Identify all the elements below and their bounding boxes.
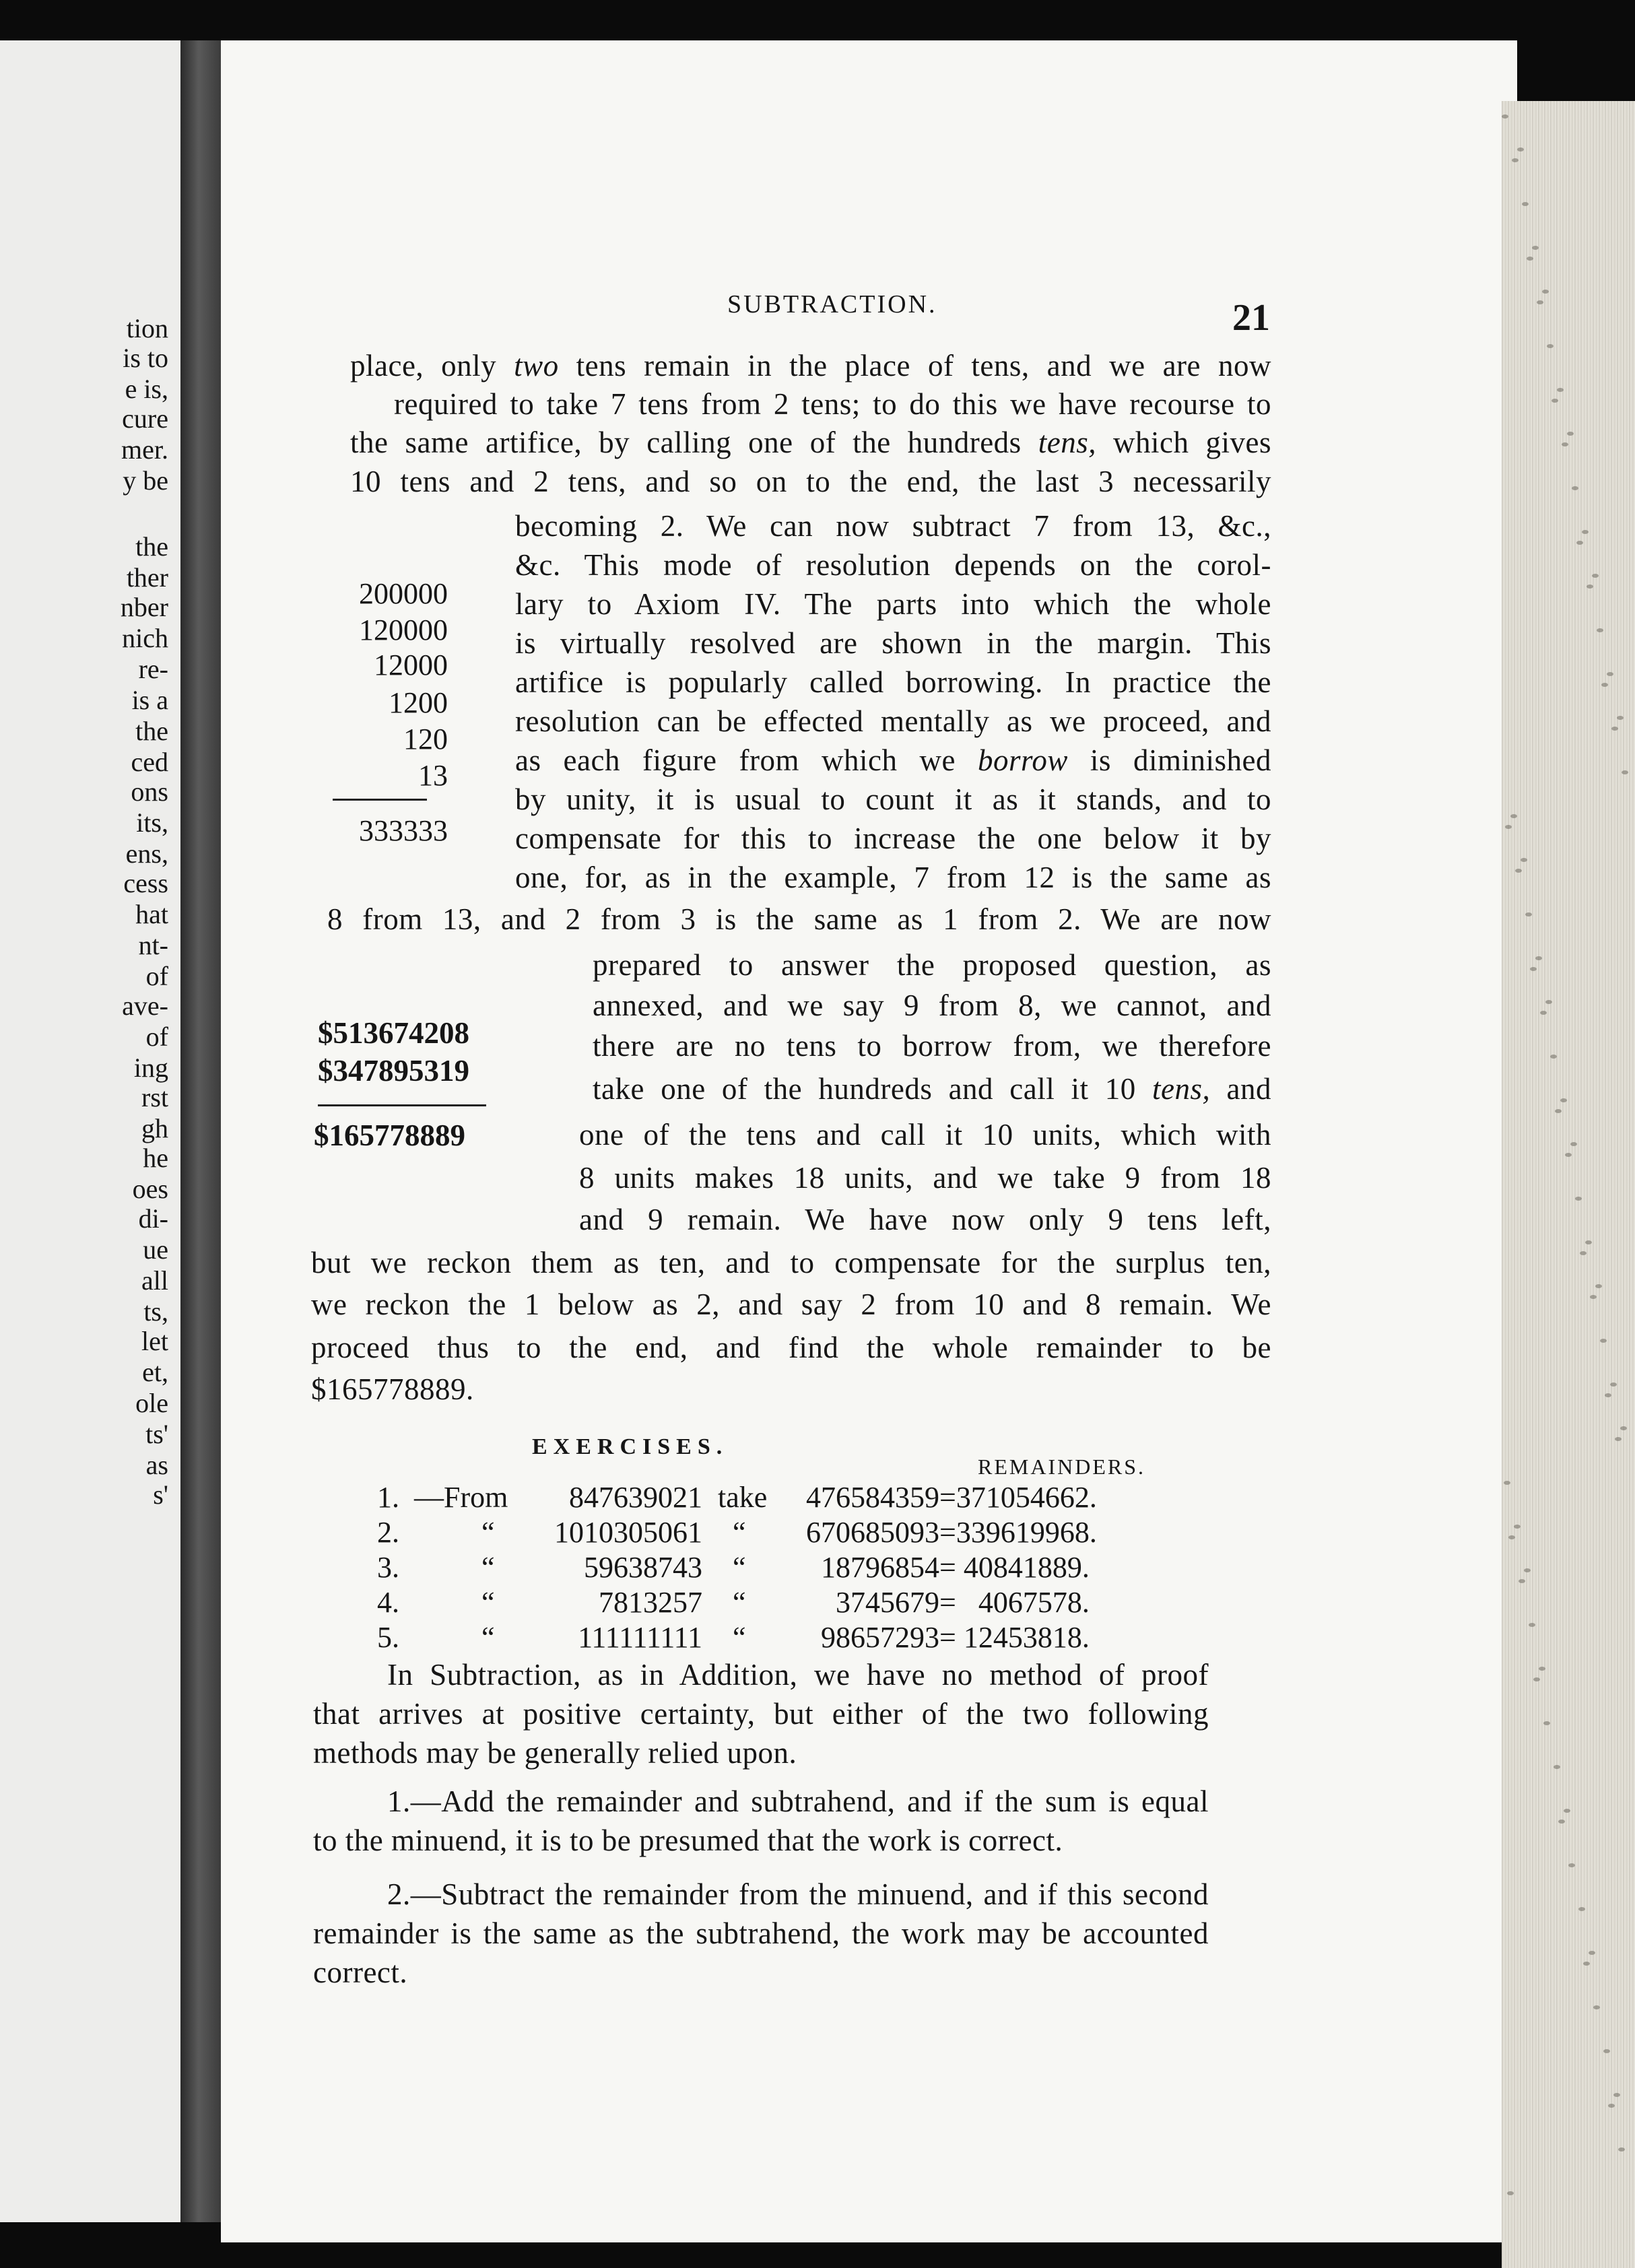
exercise-take-word: take	[718, 1481, 768, 1514]
left-page-text-fragment: he	[143, 1143, 168, 1173]
paper-speck	[1504, 1481, 1510, 1485]
left-page-text-fragment: ts'	[145, 1419, 168, 1449]
text-segment: one of the tens and call it 10 units, which with	[579, 1118, 1271, 1152]
text-line: 2.—Subtract the remainder from the minuend, and if this second	[387, 1877, 1209, 1911]
left-page-text-fragment: mer.	[121, 434, 168, 465]
paper-speck	[1603, 2049, 1610, 2053]
text-line	[394, 387, 1271, 421]
exercise-subtrahend: 670685093	[806, 1516, 939, 1549]
paper-speck	[1590, 1295, 1597, 1299]
text-segment: as each figure from which we	[515, 743, 978, 777]
exercise-minuend: 7813257	[599, 1586, 702, 1619]
paper-speck	[1557, 388, 1564, 392]
paper-speck	[1508, 1535, 1515, 1539]
left-page-text-fragment: is to	[123, 343, 168, 373]
left-page-text-fragment: cure	[122, 403, 168, 434]
paper-speck	[1587, 585, 1593, 589]
text-segment: becoming 2. We can now subtract 7 from 13, &c.,	[515, 509, 1271, 543]
exercise-remainder: = 40841889.	[939, 1551, 1090, 1584]
example-rule	[318, 1104, 486, 1106]
left-page-text-fragment: tion	[126, 313, 168, 343]
paper-speck	[1607, 672, 1613, 676]
paper-speck	[1510, 814, 1517, 818]
text-line: In Subtraction, as in Addition, we have no method of proof	[387, 1658, 1209, 1692]
paper-speck	[1572, 486, 1578, 490]
paper-speck	[1576, 541, 1583, 545]
paper-speck	[1565, 1153, 1572, 1157]
left-page-text-fragment: s'	[153, 1479, 168, 1510]
paper-speck	[1505, 825, 1512, 829]
italic-word: tens,	[1038, 426, 1096, 459]
text-segment: 8 from 13, and 2 from 3 is the same as 1 from 2. We are now	[327, 902, 1271, 936]
book-page	[221, 40, 1517, 2242]
paper-speck	[1537, 300, 1543, 304]
margin-part-value: 1200	[389, 686, 448, 719]
paper-speck	[1532, 246, 1539, 250]
paper-speck	[1554, 1765, 1560, 1769]
paper-speck	[1530, 967, 1537, 971]
paper-speck	[1558, 1820, 1565, 1824]
text-line: 1.—Add the remainder and subtrahend, and if the sum is equal	[387, 1785, 1209, 1818]
exercise-take-word: “	[733, 1621, 746, 1654]
example-subtrahend: $347895319	[318, 1054, 469, 1088]
text-line: that arrives at positive certainty, but either of the two following	[313, 1697, 1209, 1731]
paper-speck	[1589, 1951, 1595, 1955]
paper-speck	[1583, 1962, 1590, 1966]
text-segment: &c. This mode of resolution depends on the corol-	[515, 548, 1271, 582]
text-segment: the same artifice, by calling one of the hundreds	[350, 426, 1038, 459]
left-page-text-fragment: re-	[138, 654, 168, 684]
text-line	[579, 1118, 1271, 1152]
text-line	[515, 509, 1271, 543]
text-line	[311, 1246, 1271, 1279]
left-page-text-fragment: nber	[120, 592, 168, 622]
left-page-text-fragment: oes	[132, 1174, 168, 1204]
running-head: SUBTRACTION.	[727, 290, 937, 319]
exercise-remainder: =339619968.	[939, 1516, 1097, 1549]
paper-speck	[1610, 1382, 1617, 1387]
paper-speck	[1540, 1011, 1547, 1015]
exercise-remainder: =371054662.	[939, 1481, 1097, 1514]
text-segment: proceed thus to the end, and find the whole remainder to be	[311, 1331, 1271, 1364]
left-page-text-fragment: as	[145, 1450, 168, 1480]
exercise-minuend: 847639021	[569, 1481, 702, 1514]
paper-speck	[1539, 1667, 1545, 1671]
exercise-take-word: “	[733, 1551, 746, 1584]
left-page-text-fragment: di-	[138, 1203, 168, 1234]
paper-speck	[1555, 1109, 1562, 1113]
paper-speck	[1514, 1525, 1521, 1529]
paper-speck	[1617, 716, 1624, 720]
exercise-minuend: 59638743	[584, 1551, 702, 1584]
paper-speck	[1547, 344, 1554, 348]
text-segment: $165778889.	[311, 1372, 474, 1406]
paper-speck	[1512, 158, 1519, 162]
paper-speck	[1519, 1579, 1525, 1583]
exercise-from-word: “	[481, 1516, 495, 1549]
exercise-from-word: “	[481, 1621, 495, 1654]
exercise-from-word: —From	[414, 1481, 508, 1514]
paper-speck	[1517, 147, 1524, 152]
paper-speck	[1564, 1809, 1570, 1813]
text-line	[515, 626, 1271, 660]
text-segment: resolution can be effected mentally as we proceed, and	[515, 704, 1271, 738]
paper-speck	[1568, 1863, 1575, 1867]
left-page-text-fragment: ons	[131, 776, 168, 807]
text-segment: is virtually resolved are shown in the margin. This	[515, 626, 1271, 660]
paper-speck	[1615, 1437, 1622, 1441]
left-page-text-fragment: ue	[143, 1234, 168, 1265]
paper-speck	[1502, 114, 1508, 119]
paper-speck	[1585, 1240, 1592, 1244]
text-segment: lary to Axiom IV. The parts into which the whole	[515, 587, 1271, 621]
exercise-subtrahend: 476584359	[806, 1481, 939, 1514]
text-line	[579, 1161, 1271, 1195]
page-edges	[1502, 101, 1635, 2268]
text-line	[515, 665, 1271, 699]
left-page-text-fragment: y be	[123, 465, 168, 496]
left-page-text-fragment: of	[145, 961, 168, 991]
text-line	[350, 426, 1271, 459]
exercise-subtrahend: 18796854	[821, 1551, 939, 1584]
paper-speck	[1580, 1251, 1587, 1255]
left-page-text-fragment: et,	[142, 1357, 168, 1387]
paper-speck	[1515, 869, 1522, 873]
exercise-number: 4.	[377, 1586, 399, 1619]
left-page-text-fragment: rst	[141, 1082, 168, 1112]
italic-word: borrow	[978, 743, 1068, 777]
text-line: methods may be generally relied upon.	[313, 1736, 797, 1770]
text-segment: and	[1210, 1072, 1271, 1106]
text-line	[515, 587, 1271, 621]
text-line	[515, 782, 1271, 816]
left-page-fragment	[0, 40, 182, 2222]
paper-speck	[1618, 2147, 1625, 2152]
text-line	[311, 1372, 474, 1406]
paper-speck	[1522, 202, 1529, 206]
left-page-text-fragment: ole	[135, 1388, 168, 1418]
paper-speck	[1620, 1426, 1627, 1430]
text-line	[327, 902, 1271, 936]
paper-speck	[1533, 1677, 1540, 1681]
paper-speck	[1582, 530, 1589, 534]
left-page-text-fragment: let	[141, 1326, 168, 1356]
text-line	[515, 861, 1271, 894]
margin-part-value: 120000	[359, 613, 448, 646]
paper-speck	[1597, 628, 1603, 632]
paper-speck	[1529, 1623, 1535, 1627]
left-page-text-fragment: nich	[122, 623, 168, 653]
paper-speck	[1562, 442, 1568, 446]
paper-speck	[1507, 2191, 1514, 2195]
margin-part-value: 120	[403, 723, 448, 756]
margin-part-value: 12000	[374, 648, 448, 681]
text-line	[515, 822, 1271, 855]
example-remainder: $165778889	[314, 1119, 465, 1152]
left-page-text-fragment: hat	[135, 899, 168, 929]
book-gutter	[180, 40, 221, 2222]
text-segment: tens remain in the place of tens, and we are now	[558, 349, 1271, 382]
text-line: remainder is the same as the subtrahend, the work may be accounted	[313, 1916, 1209, 1950]
text-line	[593, 948, 1271, 982]
text-line	[515, 548, 1271, 582]
remainders-heading: REMAINDERS.	[978, 1455, 1146, 1479]
text-line	[350, 465, 1271, 498]
exercise-number: 1.	[377, 1481, 399, 1514]
paper-speck	[1542, 290, 1549, 294]
paper-speck	[1551, 399, 1558, 403]
text-segment: but we reckon them as ten, and to compensate for the surplus ten,	[311, 1246, 1271, 1279]
text-line	[593, 1029, 1271, 1063]
left-page-text-fragment: all	[141, 1265, 168, 1296]
exercise-take-word: “	[733, 1586, 746, 1619]
text-line: to the minuend, it is to be presumed that the work is correct.	[313, 1824, 1063, 1857]
paper-speck	[1567, 432, 1574, 436]
left-page-text-fragment: is a	[131, 685, 168, 715]
margin-part-value: 200000	[359, 577, 448, 610]
text-segment: 8 units makes 18 units, and we take 9 from 18	[579, 1161, 1271, 1195]
text-segment: by unity, it is usual to count it as it stands, and to	[515, 782, 1271, 816]
paper-speck	[1592, 574, 1599, 578]
exercise-subtrahend: 3745679	[836, 1586, 939, 1619]
paper-speck	[1613, 2093, 1620, 2097]
paper-speck	[1560, 1098, 1567, 1102]
margin-sum-rule	[333, 799, 427, 801]
text-segment: there are no tens to borrow from, we therefore	[593, 1029, 1271, 1063]
left-page-text-fragment: the	[135, 716, 168, 746]
left-page-text-fragment: ing	[133, 1053, 168, 1083]
page-number: 21	[1232, 297, 1270, 339]
left-page-text-fragment: the	[135, 531, 168, 562]
left-page-text-fragment: ts,	[143, 1296, 168, 1327]
left-page-text-fragment: its,	[136, 807, 168, 838]
paper-speck	[1535, 956, 1542, 960]
exercise-take-word: “	[733, 1516, 746, 1549]
text-segment: 10 tens and 2 tens, and so on to the end, the last 3 necessarily	[350, 465, 1271, 498]
paper-speck	[1543, 1721, 1550, 1725]
example-minuend: $513674208	[318, 1016, 469, 1050]
exercise-subtrahend: 98657293	[821, 1621, 939, 1654]
italic-word: tens,	[1152, 1072, 1211, 1106]
left-page-text-fragment: gh	[141, 1113, 168, 1143]
text-segment: which gives	[1096, 426, 1271, 459]
left-page-text-fragment: e is,	[125, 374, 168, 404]
text-line	[515, 743, 1271, 777]
exercise-number: 3.	[377, 1551, 399, 1584]
left-page-text-fragment: ave-	[122, 991, 168, 1021]
exercise-from-word: “	[481, 1586, 495, 1619]
paper-speck	[1525, 912, 1532, 916]
text-segment: compensate for this to increase the one below it by	[515, 822, 1271, 855]
paper-speck	[1570, 1142, 1577, 1146]
paper-speck	[1593, 2005, 1600, 2009]
text-segment: artifice is popularly called borrowing. In practice the	[515, 665, 1271, 699]
exercise-minuend: 1010305061	[554, 1516, 702, 1549]
text-line	[311, 1288, 1271, 1321]
text-line	[350, 349, 1271, 382]
paper-speck	[1545, 1000, 1552, 1004]
exercise-remainder: = 12453818.	[939, 1621, 1090, 1654]
italic-word: two	[514, 349, 559, 382]
text-line	[579, 1203, 1271, 1236]
left-page-text-fragment: ens,	[125, 838, 168, 869]
paper-speck	[1595, 1284, 1602, 1288]
text-segment: and 9 remain. We have now only 9 tens left,	[579, 1203, 1271, 1236]
left-page-text-fragment: ced	[131, 747, 168, 777]
text-segment: place, only	[350, 349, 514, 382]
paper-speck	[1578, 1907, 1585, 1911]
text-segment: required to take 7 tens from 2 tens; to do this we have recourse to	[394, 387, 1271, 421]
left-page-text-fragment: ther	[126, 562, 168, 593]
left-page-text-fragment: nt-	[138, 930, 168, 960]
exercise-number: 5.	[377, 1621, 399, 1654]
margin-total: 333333	[359, 814, 448, 847]
text-line	[311, 1331, 1271, 1364]
paper-speck	[1575, 1197, 1582, 1201]
text-segment: prepared to answer the proposed question, as	[593, 948, 1271, 982]
paper-speck	[1600, 1339, 1607, 1343]
text-segment: take one of the hundreds and call it 10	[593, 1072, 1153, 1106]
text-segment: one, for, as in the example, 7 from 12 is the same as	[515, 861, 1271, 894]
paper-speck	[1527, 257, 1533, 261]
text-line	[593, 989, 1271, 1022]
left-page-text-fragment: cess	[123, 868, 168, 898]
text-segment: is diminished	[1067, 743, 1271, 777]
paper-speck	[1601, 683, 1608, 687]
exercise-from-word: “	[481, 1551, 495, 1584]
text-line	[593, 1072, 1271, 1106]
paper-speck	[1608, 2104, 1615, 2108]
left-page-text-fragment: of	[145, 1022, 168, 1052]
paper-speck	[1524, 1568, 1531, 1572]
text-segment: we reckon the 1 below as 2, and say 2 from 10 and 8 remain. We	[311, 1288, 1271, 1321]
paper-speck	[1622, 770, 1628, 774]
paper-speck	[1550, 1055, 1557, 1059]
paper-speck	[1611, 727, 1618, 731]
margin-part-value: 13	[418, 759, 448, 792]
text-line: correct.	[313, 1956, 408, 1989]
exercise-number: 2.	[377, 1516, 399, 1549]
text-line	[515, 704, 1271, 738]
text-segment: annexed, and we say 9 from 8, we cannot, and	[593, 989, 1271, 1022]
paper-speck	[1521, 858, 1527, 862]
exercises-heading: EXERCISES.	[532, 1434, 729, 1459]
exercise-minuend: 111111111	[578, 1621, 702, 1654]
paper-speck	[1605, 1393, 1611, 1397]
exercise-remainder: = 4067578.	[939, 1586, 1090, 1619]
